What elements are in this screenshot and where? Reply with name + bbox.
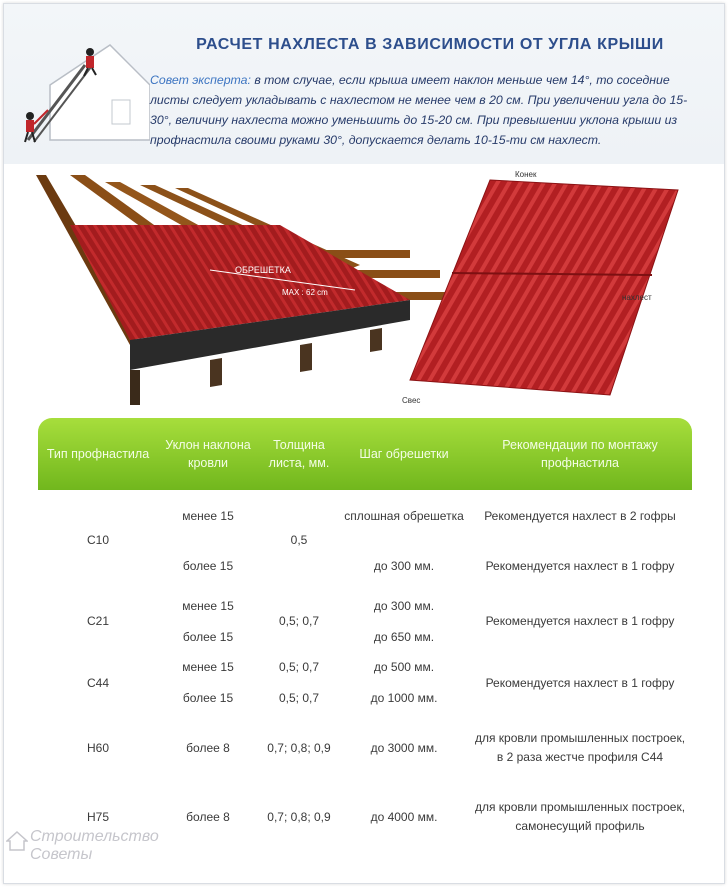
profile-sheet-illustration (390, 165, 690, 405)
cell-step: до 1000 мм. (370, 690, 438, 705)
table-row (38, 490, 692, 542)
watermark (30, 828, 159, 864)
nahlest-label: нахлест (622, 293, 652, 302)
table-row (38, 590, 692, 622)
cell-step: до 3000 мм. (370, 740, 438, 755)
max-distance-label: MAX : 62 cm (282, 288, 328, 297)
cell-recommendation: для кровли промышленных построек, в 2 раза жестче профиля С44 (474, 731, 686, 764)
cell-slope: более 8 (186, 740, 230, 755)
obreshetka-label: ОБРЕШЕТКА (235, 265, 291, 275)
cell-recommendation: для кровли промышленных построек, самонесущий профиль (474, 800, 686, 833)
cell-recommendation: Рекомендуется нахлест в 1 гофру (485, 675, 675, 690)
sves-label: Свес (402, 396, 421, 405)
cell-recommendation: Рекомендуется нахлест в 1 гофру (485, 558, 675, 573)
cell-type: С44 (86, 675, 109, 690)
roof-structure-illustration (30, 170, 450, 410)
expert-advice (150, 70, 695, 150)
profile-table (38, 418, 692, 852)
cell-thickness: 0,5 (290, 532, 308, 547)
cell-recommendation: Рекомендуется нахлест в 2 гофры (484, 508, 676, 523)
header-step: Шаг обрешетки (340, 418, 468, 490)
house-illustration (10, 30, 150, 150)
cell-step: до 500 мм. (373, 659, 435, 674)
cell-step: до 4000 мм. (370, 809, 438, 824)
cell-slope: менее 15 (182, 508, 234, 523)
cell-step: до 300 мм. (373, 598, 435, 613)
cell-type: С10 (86, 532, 109, 547)
watermark-house-icon (6, 830, 28, 852)
cell-step: до 650 мм. (373, 629, 435, 644)
cell-thickness: 0,5; 0,7 (278, 659, 320, 674)
cell-step: сплошная обрешетка (344, 508, 464, 523)
cell-thickness: 0,7; 0,8; 0,9 (267, 740, 331, 755)
konek-label: Конек (515, 170, 537, 179)
cell-slope: более 15 (182, 629, 234, 644)
cell-thickness: 0,7; 0,8; 0,9 (267, 809, 331, 824)
cell-thickness: 0,5; 0,7 (278, 690, 320, 705)
watermark-line2: Советы (30, 846, 93, 863)
watermark-line1: Строительство (30, 828, 159, 845)
cell-type: Н75 (86, 809, 109, 824)
cell-slope: менее 15 (182, 659, 234, 674)
header-recommendation: Рекомендации по монтажу профнастила (468, 418, 692, 490)
header-slope: Уклон наклона кровли (158, 418, 258, 490)
advice-text: в том случае, если крыша имеет наклон меньше чем 14°, то соседние листы следует укладывать с нахлестом не менее чем в 20 см. При увеличении угла до 15-30°, величину нахлеста можно уменьшить до 15-20 см. При превышении уклона крыши из профнастила своими руками 30°, допускается делать 10-15-ти см нахлест. (150, 73, 688, 147)
header-thickness: Толщина листа, мм. (258, 418, 340, 490)
table-row (38, 652, 692, 682)
cell-thickness: 0,5; 0,7 (278, 613, 320, 628)
page-title: РАСЧЕТ НАХЛЕСТА В ЗАВИСИМОСТИ ОТ УГЛА КРЫШИ (196, 36, 664, 53)
cell-recommendation: Рекомендуется нахлест в 1 гофру (485, 613, 675, 628)
header-type: Тип профнастила (38, 418, 158, 490)
cell-step: до 300 мм. (373, 558, 435, 573)
table-row (38, 714, 692, 782)
cell-type: Н60 (86, 740, 109, 755)
advice-lead: Совет эксперта: (150, 73, 251, 87)
cell-slope: менее 15 (182, 598, 234, 613)
cell-type: С21 (86, 613, 109, 628)
cell-slope: более 15 (182, 558, 234, 573)
cell-slope: более 15 (182, 690, 234, 705)
cell-slope: более 8 (186, 809, 230, 824)
